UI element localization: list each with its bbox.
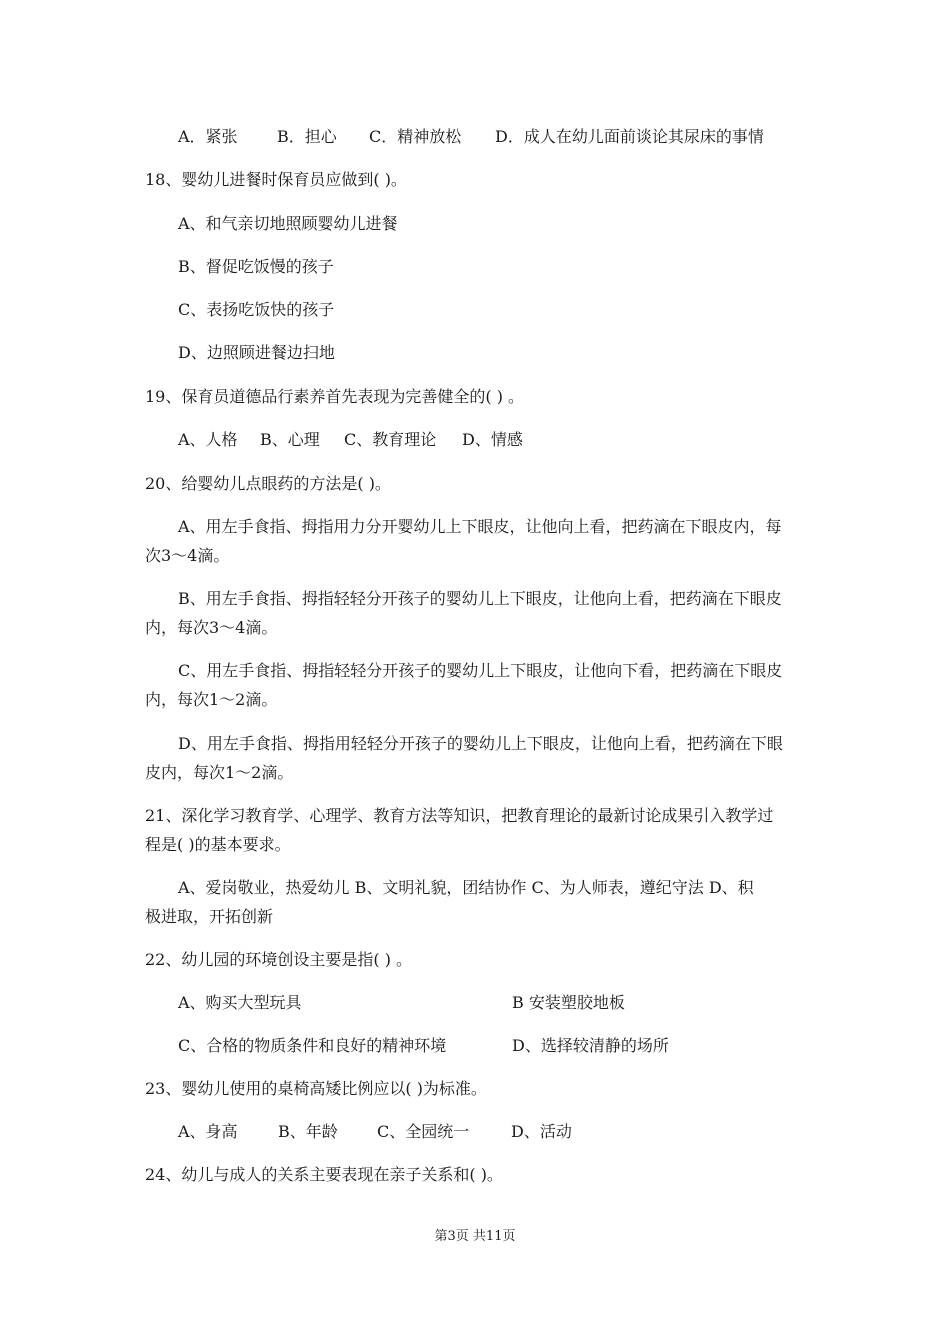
q21-options-line2: 极进取，开拓创新	[145, 907, 274, 926]
q17-options	[178, 127, 764, 147]
option-d: D、活动	[511, 1122, 572, 1141]
question-21-line2: 程是( )的基本要求。	[145, 835, 291, 854]
q20-option-c-line2: 内，每次1～2滴。	[145, 690, 278, 709]
q23-options	[178, 1122, 572, 1142]
q19-options	[178, 430, 523, 450]
q22-option-b: B 安装塑胶地板	[512, 993, 625, 1012]
q20-option-d-line1: D、用左手食指、拇指用轻轻分开孩子的婴幼儿上下眼皮，让他向上看，把药滴在下眼	[178, 734, 783, 753]
q20-option-a-line1: A、用左手食指、拇指用力分开婴幼儿上下眼皮，让他向上看，把药滴在下眼皮内，每	[178, 517, 782, 536]
q20-option-d-line2: 皮内，每次1～2滴。	[145, 763, 294, 782]
question-23: 23、婴幼儿使用的桌椅高矮比例应以( )为标准。	[145, 1079, 487, 1098]
option-c: C、教育理论	[344, 430, 437, 449]
option-c: C、全园统一	[377, 1122, 470, 1141]
question-19: 19、保育员道德品行素养首先表现为完善健全的( ) 。	[145, 387, 525, 406]
q22-option-d: D、选择较清静的场所	[512, 1036, 669, 1055]
option-d: D．成人在幼儿面前谈论其尿床的事情	[495, 127, 764, 146]
page-footer: 第3页 共11页	[434, 1229, 516, 1244]
question-22: 22、幼儿园的环境创设主要是指( ) 。	[145, 950, 413, 969]
option-a: A、人格	[178, 430, 238, 449]
option-d: D、情感	[462, 430, 523, 449]
question-20: 20、给婴幼儿点眼药的方法是( )。	[145, 474, 391, 493]
option-c: C．精神放松	[369, 127, 462, 146]
q22-option-a: A、购买大型玩具	[178, 993, 302, 1012]
q20-option-c-line1: C、用左手食指、拇指轻轻分开孩子的婴幼儿上下眼皮，让他向下看，把药滴在下眼皮	[178, 661, 783, 680]
option-a: A．紧张	[178, 127, 238, 146]
q18-option-c: C、表扬吃饭快的孩子	[178, 300, 335, 319]
q20-option-b-line2: 内，每次3～4滴。	[145, 618, 278, 637]
q18-option-b: B、督促吃饭慢的孩子	[178, 257, 334, 276]
q21-options-line1: A、爱岗敬业，热爱幼儿 B、文明礼貌，团结协作 C、为人师表，遵纪守法 D、积	[178, 878, 754, 897]
question-21-line1: 21、深化学习教育学、心理学、教育方法等知识，把教育理论的最新讨论成果引入教学过	[145, 806, 774, 825]
option-b: B、年龄	[278, 1122, 338, 1141]
q22-option-c: C、合格的物质条件和良好的精神环境	[178, 1036, 447, 1055]
option-a: A、身高	[178, 1122, 238, 1141]
q18-option-a: A、和气亲切地照顾婴幼儿进餐	[178, 214, 398, 233]
question-24: 24、幼儿与成人的关系主要表现在亲子关系和( )。	[145, 1165, 503, 1184]
option-b: B、心理	[260, 430, 320, 449]
option-b: B．担心	[277, 127, 337, 146]
q20-option-a-line2: 次3～4滴。	[145, 546, 230, 565]
q18-option-d: D、边照顾进餐边扫地	[178, 343, 335, 362]
q20-option-b-line1: B、用左手食指、拇指轻轻分开孩子的婴幼儿上下眼皮，让他向上看，把药滴在下眼皮	[178, 589, 782, 608]
question-18: 18、婴幼儿进餐时保育员应做到( )。	[145, 170, 407, 189]
